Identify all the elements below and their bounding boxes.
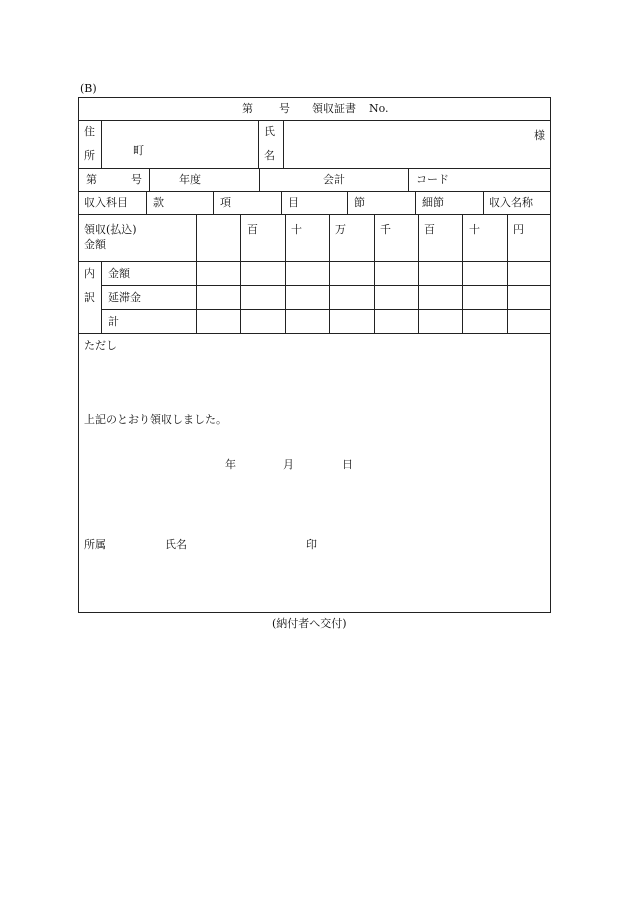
digit-man: 万 <box>335 223 346 236</box>
title-dai: 第 <box>242 102 253 115</box>
vrule-code-2 <box>259 168 260 191</box>
label-jusho-2: 所 <box>84 149 95 162</box>
vrule-subject-3 <box>281 191 282 214</box>
vrule-grid-1 <box>240 214 241 333</box>
vrule-address-2 <box>258 120 259 168</box>
vrule-grid-5 <box>418 214 419 333</box>
label-wake: 訳 <box>84 291 95 304</box>
vrule-subject-2 <box>213 191 214 214</box>
label-sama: 様 <box>534 129 545 142</box>
digit-juu-man: 十 <box>291 223 302 236</box>
label-shimei-2: 名 <box>264 149 275 162</box>
label-saisetsu: 細節 <box>422 196 444 209</box>
label-shozoku: 所属 <box>84 538 106 551</box>
vrule-code-3 <box>408 168 409 191</box>
label-in-seal: 印 <box>306 538 317 551</box>
date-year: 年 <box>225 458 236 471</box>
date-month: 月 <box>283 458 294 471</box>
label-nendo: 年度 <box>179 173 201 186</box>
breakdown-entaikin: 延滞金 <box>108 291 141 304</box>
rule-breakdown-2 <box>101 309 551 310</box>
date-day: 日 <box>342 458 353 471</box>
title-go: 号 <box>279 102 290 115</box>
rule-amount <box>78 261 551 262</box>
breakdown-kingaku: 金額 <box>108 267 130 280</box>
label-uchi: 内 <box>84 267 95 280</box>
code-go: 号 <box>131 173 142 186</box>
vrule-grid-2 <box>285 214 286 333</box>
digit-juu: 十 <box>469 223 480 236</box>
label-code: コード <box>416 173 449 186</box>
vrule-grid-6 <box>462 214 463 333</box>
label-moku: 目 <box>288 196 299 209</box>
label-kingaku: 金額 <box>84 238 106 251</box>
receipt-statement: 上記のとおり領収しました。 <box>84 413 227 426</box>
digit-hyaku-man: 百 <box>247 223 258 236</box>
vrule-code-1 <box>149 168 150 191</box>
label-ryoshu-haraikomi: 領収(払込) <box>84 223 137 236</box>
vrule-address-1 <box>101 120 102 168</box>
form-marker: (B) <box>80 82 97 95</box>
label-shimei-1: 氏 <box>264 125 275 138</box>
label-kaikei: 会計 <box>323 173 345 186</box>
rule-breakdown-end <box>78 333 551 334</box>
label-shunyu-kamoku: 収入科目 <box>84 196 128 209</box>
label-tadashi: ただし <box>84 339 117 352</box>
rule-title <box>78 120 551 121</box>
vrule-subject-6 <box>483 191 484 214</box>
label-setsu: 節 <box>354 196 365 209</box>
vrule-grid-3 <box>329 214 330 333</box>
rule-code <box>78 191 551 192</box>
vrule-grid-7 <box>507 214 508 333</box>
digit-hyaku: 百 <box>424 223 435 236</box>
vrule-breakdown-label <box>101 261 102 333</box>
vrule-grid-4 <box>374 214 375 333</box>
label-shunyu-meisho: 収入名称 <box>489 196 533 209</box>
digit-en: 円 <box>513 223 524 236</box>
vrule-subject-5 <box>415 191 416 214</box>
label-town: 町 <box>133 144 144 157</box>
vrule-grid-0 <box>196 214 197 333</box>
label-kan: 款 <box>153 196 164 209</box>
footer-note: (納付者へ交付) <box>272 617 347 630</box>
receipt-number-label: No. <box>369 102 389 115</box>
vrule-subject-4 <box>347 191 348 214</box>
digit-sen: 千 <box>380 223 391 236</box>
rule-subject <box>78 214 551 215</box>
code-dai: 第 <box>86 173 97 186</box>
vrule-address-3 <box>283 120 284 168</box>
vrule-subject-1 <box>146 191 147 214</box>
rule-breakdown-1 <box>101 285 551 286</box>
label-signature-shimei: 氏名 <box>165 538 187 551</box>
label-kou: 項 <box>220 196 231 209</box>
label-jusho-1: 住 <box>84 125 95 138</box>
receipt-title: 領収証書 <box>312 102 356 115</box>
breakdown-kei: 計 <box>108 315 119 328</box>
